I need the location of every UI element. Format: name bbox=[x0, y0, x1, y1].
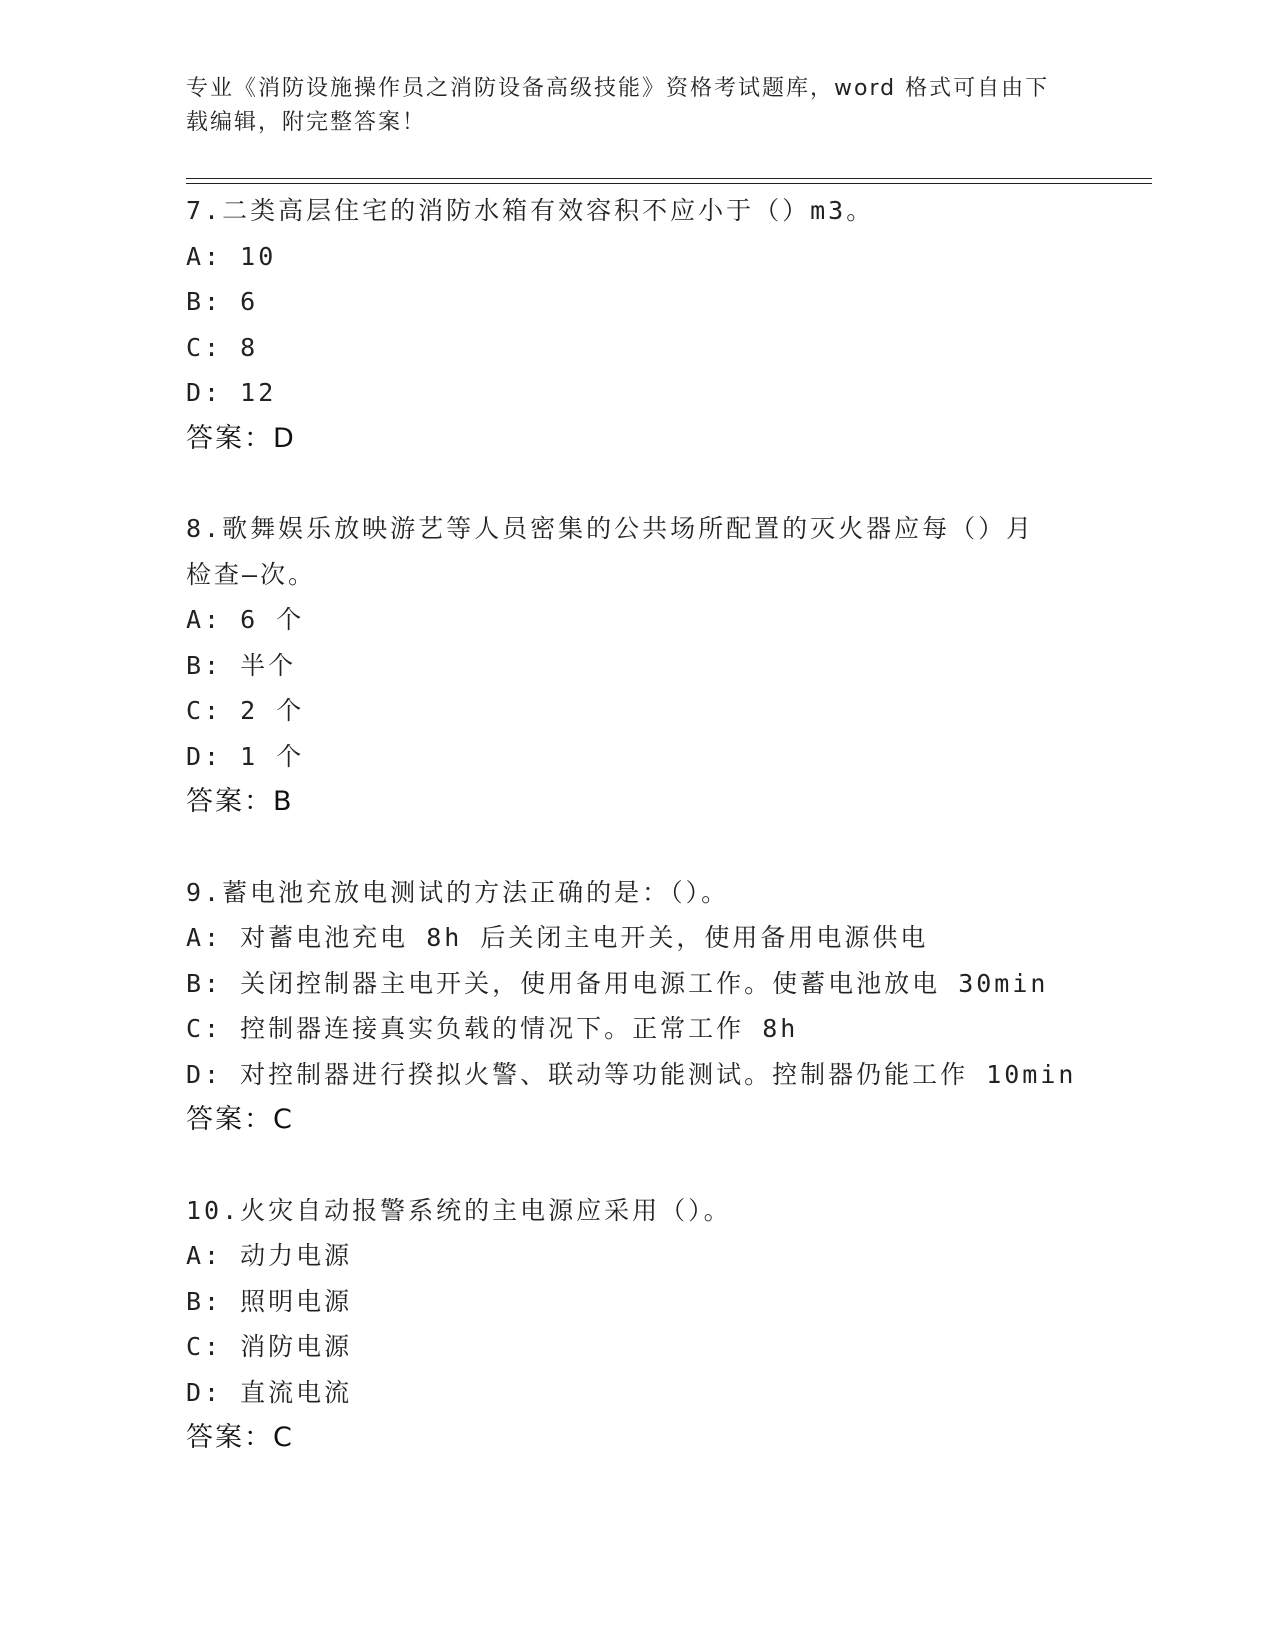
question-stem: 7.二类高层住宅的消防水箱有效容积不应小于（）m3。 bbox=[186, 196, 875, 225]
question-stem-continued: 检查—次。 bbox=[186, 559, 317, 589]
option-d: D: 对控制器进行揆拟火警、联动等功能测试。控制器仍能工作 10min bbox=[186, 1059, 1077, 1089]
header-divider-top bbox=[186, 178, 1152, 179]
header-line-1: 专业《消防设施操作员之消防设备高级技能》资格考试题库，word 格式可自由下 bbox=[186, 76, 1050, 101]
option-d: D: 直流电流 bbox=[186, 1377, 353, 1407]
option-b: B: 照明电源 bbox=[186, 1286, 353, 1316]
option-d: D: 12 bbox=[186, 378, 277, 407]
option-d: D: 1 个 bbox=[186, 741, 305, 771]
answer-label: 答案：C bbox=[186, 1104, 294, 1135]
option-c: C: 2 个 bbox=[186, 696, 305, 725]
header-line-2: 载编辑，附完整答案！ bbox=[186, 110, 427, 135]
answer-label: 答案：C bbox=[186, 1422, 294, 1453]
question-7 bbox=[186, 188, 1086, 461]
option-c: C: 8 bbox=[186, 332, 259, 362]
option-b: B: 6 bbox=[186, 287, 259, 316]
answer-label: 答案：B bbox=[186, 786, 294, 817]
question-8 bbox=[186, 506, 1086, 825]
option-c: C: 消防电源 bbox=[186, 1332, 353, 1361]
option-a: A: 对蓄电池充电 8h 后关闭主电开关，使用备用电源供电 bbox=[186, 923, 929, 952]
answer-label: 答案：D bbox=[186, 422, 296, 454]
question-10 bbox=[186, 1188, 1086, 1461]
option-a: A: 10 bbox=[186, 241, 277, 271]
question-list bbox=[186, 188, 1086, 1506]
question-9 bbox=[186, 870, 1086, 1143]
option-a: A: 6 个 bbox=[186, 605, 305, 634]
question-stem: 10.火灾自动报警系统的主电源应采用（）。 bbox=[186, 1195, 732, 1225]
document-header bbox=[186, 72, 1066, 140]
option-c: C: 控制器连接真实负载的情况下。正常工作 8h bbox=[186, 1014, 799, 1043]
question-stem: 8.歌舞娱乐放映游艺等人员密集的公共场所配置的灭火器应每（）月 bbox=[186, 514, 1035, 543]
option-a: A: 动力电源 bbox=[186, 1241, 353, 1270]
option-b: B: 关闭控制器主电开关，使用备用电源工作。使蓄电池放电 30min bbox=[186, 968, 1049, 998]
question-stem: 9.蓄电池充放电测试的方法正确的是：（）。 bbox=[186, 877, 730, 907]
header-divider-bottom bbox=[186, 183, 1152, 184]
option-b: B: 半个 bbox=[186, 650, 297, 680]
